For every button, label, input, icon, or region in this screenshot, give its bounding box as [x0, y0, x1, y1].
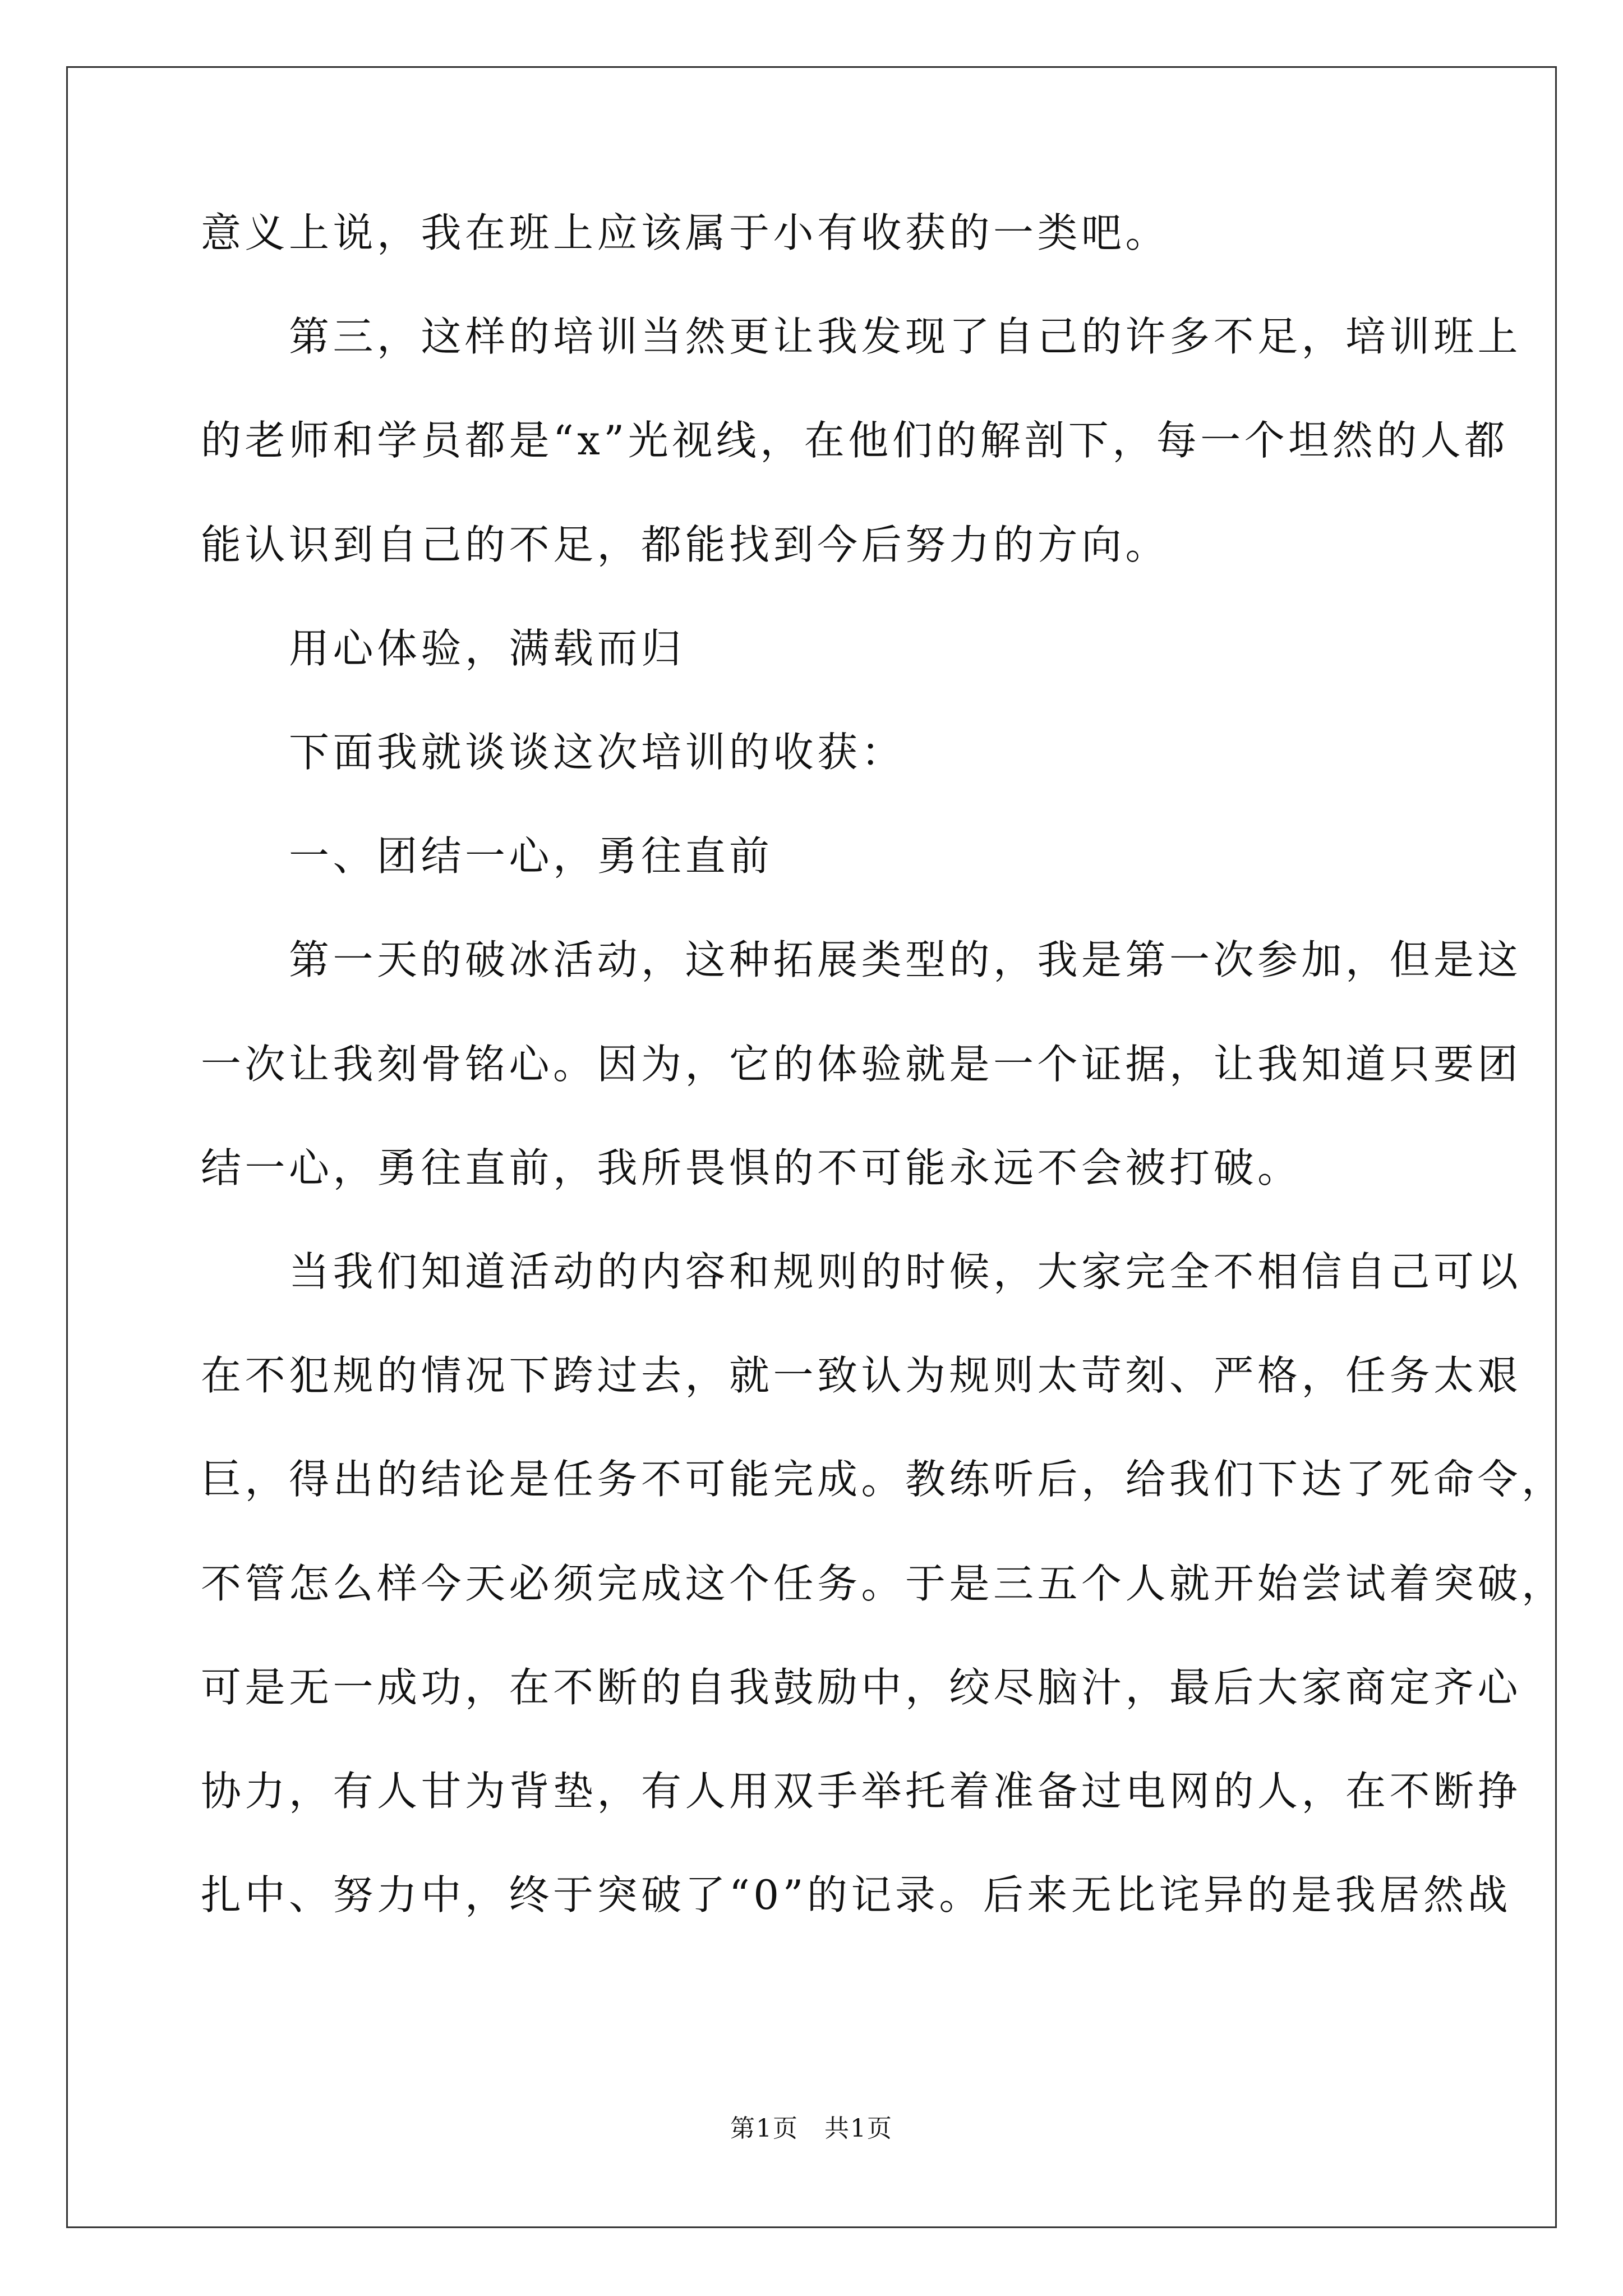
text-line: 一次让我刻骨铭心。因为，它的体验就是一个证据，让我知道只要团	[201, 1041, 1522, 1088]
text-line: 协力，有人甘为背垫，有人用双手举托着准备过电网的人，在不断挣	[201, 1768, 1522, 1815]
text-line: 扎中、努力中，终于突破了“0”的记录。后来无比诧异的是我居然战	[201, 1871, 1511, 1918]
text-line: 不管怎么样今天必须完成这个任务。于是三五个人就开始尝试着突破，	[201, 1560, 1566, 1607]
text-line: 可是无一成功，在不断的自我鼓励中，绞尽脑汁，最后大家商定齐心	[201, 1664, 1522, 1711]
text-line: 在不犯规的情况下跨过去，就一致认为规则太苛刻、严格，任务太艰	[201, 1352, 1522, 1399]
text-line: 能认识到自己的不足，都能找到今后努力的方向。	[201, 521, 1170, 568]
text-line: 结一心，勇往直前，我所畏惧的不可能永远不会被打破。	[201, 1144, 1302, 1191]
text-line: 巨，得出的结论是任务不可能完成。教练听后，给我们下达了死命令，	[201, 1456, 1566, 1503]
text-line: 下面我就谈谈这次培训的收获：	[201, 729, 906, 776]
text-line: 一、团结一心，勇往直前	[201, 832, 773, 880]
text-line: 的老师和学员都是“x”光视线，在他们的解剖下，每一个坦然的人都	[201, 417, 1509, 464]
text-line: 意义上说，我在班上应该属于小有收获的一类吧。	[201, 209, 1170, 256]
text-line: 当我们知道活动的内容和规则的时候，大家完全不相信自己可以	[201, 1248, 1522, 1295]
text-line: 第三，这样的培训当然更让我发现了自己的许多不足，培训班上	[201, 313, 1522, 360]
page-number-footer: 第1页 共1页	[730, 2114, 893, 2143]
text-line: 用心体验，满载而归	[201, 625, 685, 672]
text-line: 第一天的破冰活动，这种拓展类型的，我是第一次参加，但是这	[201, 936, 1522, 983]
